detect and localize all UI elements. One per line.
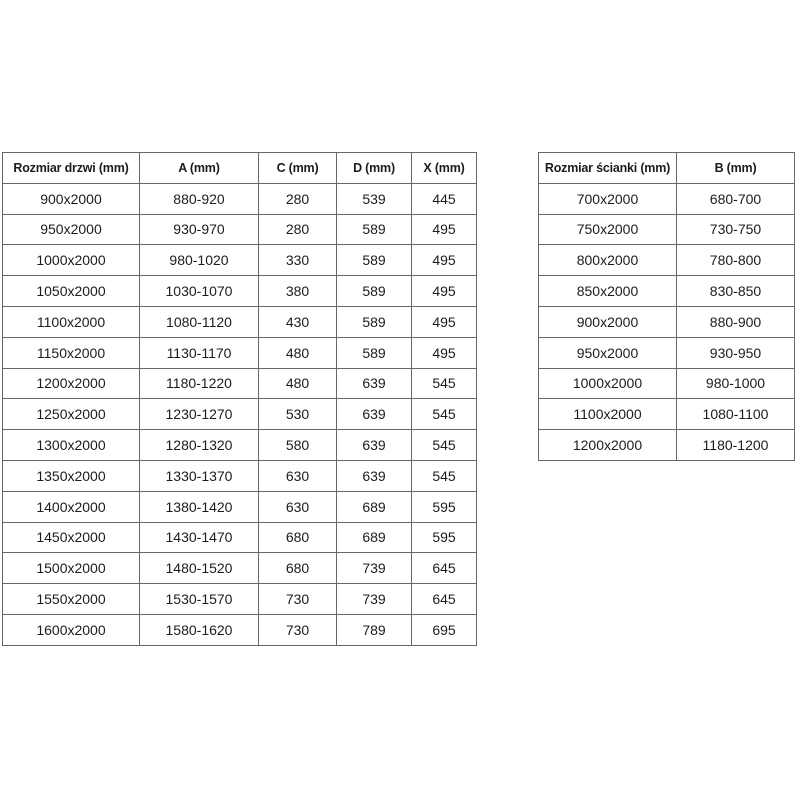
table-cell: 980-1000 [677,368,795,399]
table-cell: 1030-1070 [140,276,259,307]
column-header: B (mm) [677,153,795,184]
table-row [3,276,477,307]
table-cell: 589 [337,245,412,276]
table-cell: 545 [412,399,477,430]
table-cell: 950x2000 [539,337,677,368]
table-cell: 430 [259,306,337,337]
table-cell: 595 [412,491,477,522]
table-cell: 480 [259,368,337,399]
table-row [3,306,477,337]
column-header: C (mm) [259,153,337,184]
table-row [3,430,477,461]
table-row [539,337,795,368]
table-cell: 1000x2000 [539,368,677,399]
table-cell: 589 [337,337,412,368]
table-cell: 630 [259,460,337,491]
table-cell: 280 [259,214,337,245]
table-row [3,522,477,553]
table-cell: 495 [412,337,477,368]
table-row [539,430,795,461]
table-row [3,460,477,491]
table-cell: 1530-1570 [140,584,259,615]
table-cell: 689 [337,522,412,553]
table-cell: 1230-1270 [140,399,259,430]
column-header: A (mm) [140,153,259,184]
table-row [3,399,477,430]
table-cell: 1200x2000 [539,430,677,461]
table-cell: 495 [412,306,477,337]
table-row [539,214,795,245]
table-cell: 545 [412,368,477,399]
table-cell: 730-750 [677,214,795,245]
table-cell: 930-970 [140,214,259,245]
table-cell: 1480-1520 [140,553,259,584]
table-row [3,214,477,245]
doors-table-body [3,183,477,645]
table-cell: 689 [337,491,412,522]
table-cell: 1180-1200 [677,430,795,461]
table-cell: 1400x2000 [3,491,140,522]
table-cell: 630 [259,491,337,522]
table-cell: 930-950 [677,337,795,368]
table-cell: 1080-1100 [677,399,795,430]
table-cell: 1280-1320 [140,430,259,461]
table-row [3,584,477,615]
table-cell: 1300x2000 [3,430,140,461]
table-row [539,245,795,276]
table-row [539,276,795,307]
table-cell: 830-850 [677,276,795,307]
table-cell: 639 [337,399,412,430]
table-cell: 639 [337,460,412,491]
table-row [3,337,477,368]
table-cell: 1080-1120 [140,306,259,337]
table-cell: 1600x2000 [3,614,140,645]
table-cell: 880-900 [677,306,795,337]
table-cell: 589 [337,306,412,337]
column-header: D (mm) [337,153,412,184]
table-row [539,183,795,214]
table-cell: 900x2000 [3,183,140,214]
table-cell: 645 [412,553,477,584]
table-cell: 1580-1620 [140,614,259,645]
table-row [3,368,477,399]
table-cell: 580 [259,430,337,461]
table-cell: 1000x2000 [3,245,140,276]
door-sizes-table [2,152,477,646]
table-cell: 789 [337,614,412,645]
table-cell: 1330-1370 [140,460,259,491]
table-cell: 495 [412,276,477,307]
table-row [3,614,477,645]
table-row [3,245,477,276]
table-cell: 739 [337,584,412,615]
wall-sizes-table [538,152,795,461]
table-cell: 539 [337,183,412,214]
table-cell: 730 [259,614,337,645]
table-cell: 530 [259,399,337,430]
table-cell: 1550x2000 [3,584,140,615]
table-cell: 545 [412,430,477,461]
table-cell: 700x2000 [539,183,677,214]
table-cell: 330 [259,245,337,276]
table-cell: 445 [412,183,477,214]
table-cell: 880-920 [140,183,259,214]
table-cell: 480 [259,337,337,368]
table-cell: 680 [259,522,337,553]
table-cell: 680-700 [677,183,795,214]
table-cell: 800x2000 [539,245,677,276]
table-cell: 639 [337,430,412,461]
table-cell: 1350x2000 [3,460,140,491]
column-header: Rozmiar drzwi (mm) [3,153,140,184]
table-cell: 1380-1420 [140,491,259,522]
table-cell: 495 [412,245,477,276]
walls-header-row [539,153,795,184]
table-cell: 1430-1470 [140,522,259,553]
table-cell: 1500x2000 [3,553,140,584]
table-cell: 950x2000 [3,214,140,245]
table-cell: 639 [337,368,412,399]
table-cell: 1200x2000 [3,368,140,399]
table-cell: 1180-1220 [140,368,259,399]
table-cell: 589 [337,276,412,307]
table-cell: 545 [412,460,477,491]
table-cell: 980-1020 [140,245,259,276]
table-row [539,306,795,337]
doors-header-row [3,153,477,184]
table-cell: 495 [412,214,477,245]
table-cell: 1100x2000 [3,306,140,337]
table-row [3,491,477,522]
table-row [3,183,477,214]
table-cell: 739 [337,553,412,584]
table-cell: 730 [259,584,337,615]
table-cell: 1150x2000 [3,337,140,368]
table-cell: 380 [259,276,337,307]
column-header: Rozmiar ścianki (mm) [539,153,677,184]
table-row [539,368,795,399]
table-row [539,399,795,430]
table-row [3,553,477,584]
table-cell: 645 [412,584,477,615]
table-cell: 280 [259,183,337,214]
table-cell: 1050x2000 [3,276,140,307]
walls-table-body [539,183,795,460]
table-cell: 1450x2000 [3,522,140,553]
table-cell: 750x2000 [539,214,677,245]
table-cell: 850x2000 [539,276,677,307]
table-cell: 780-800 [677,245,795,276]
column-header: X (mm) [412,153,477,184]
table-cell: 589 [337,214,412,245]
table-cell: 680 [259,553,337,584]
table-cell: 695 [412,614,477,645]
table-cell: 900x2000 [539,306,677,337]
table-cell: 1250x2000 [3,399,140,430]
table-cell: 1100x2000 [539,399,677,430]
table-cell: 1130-1170 [140,337,259,368]
table-cell: 595 [412,522,477,553]
